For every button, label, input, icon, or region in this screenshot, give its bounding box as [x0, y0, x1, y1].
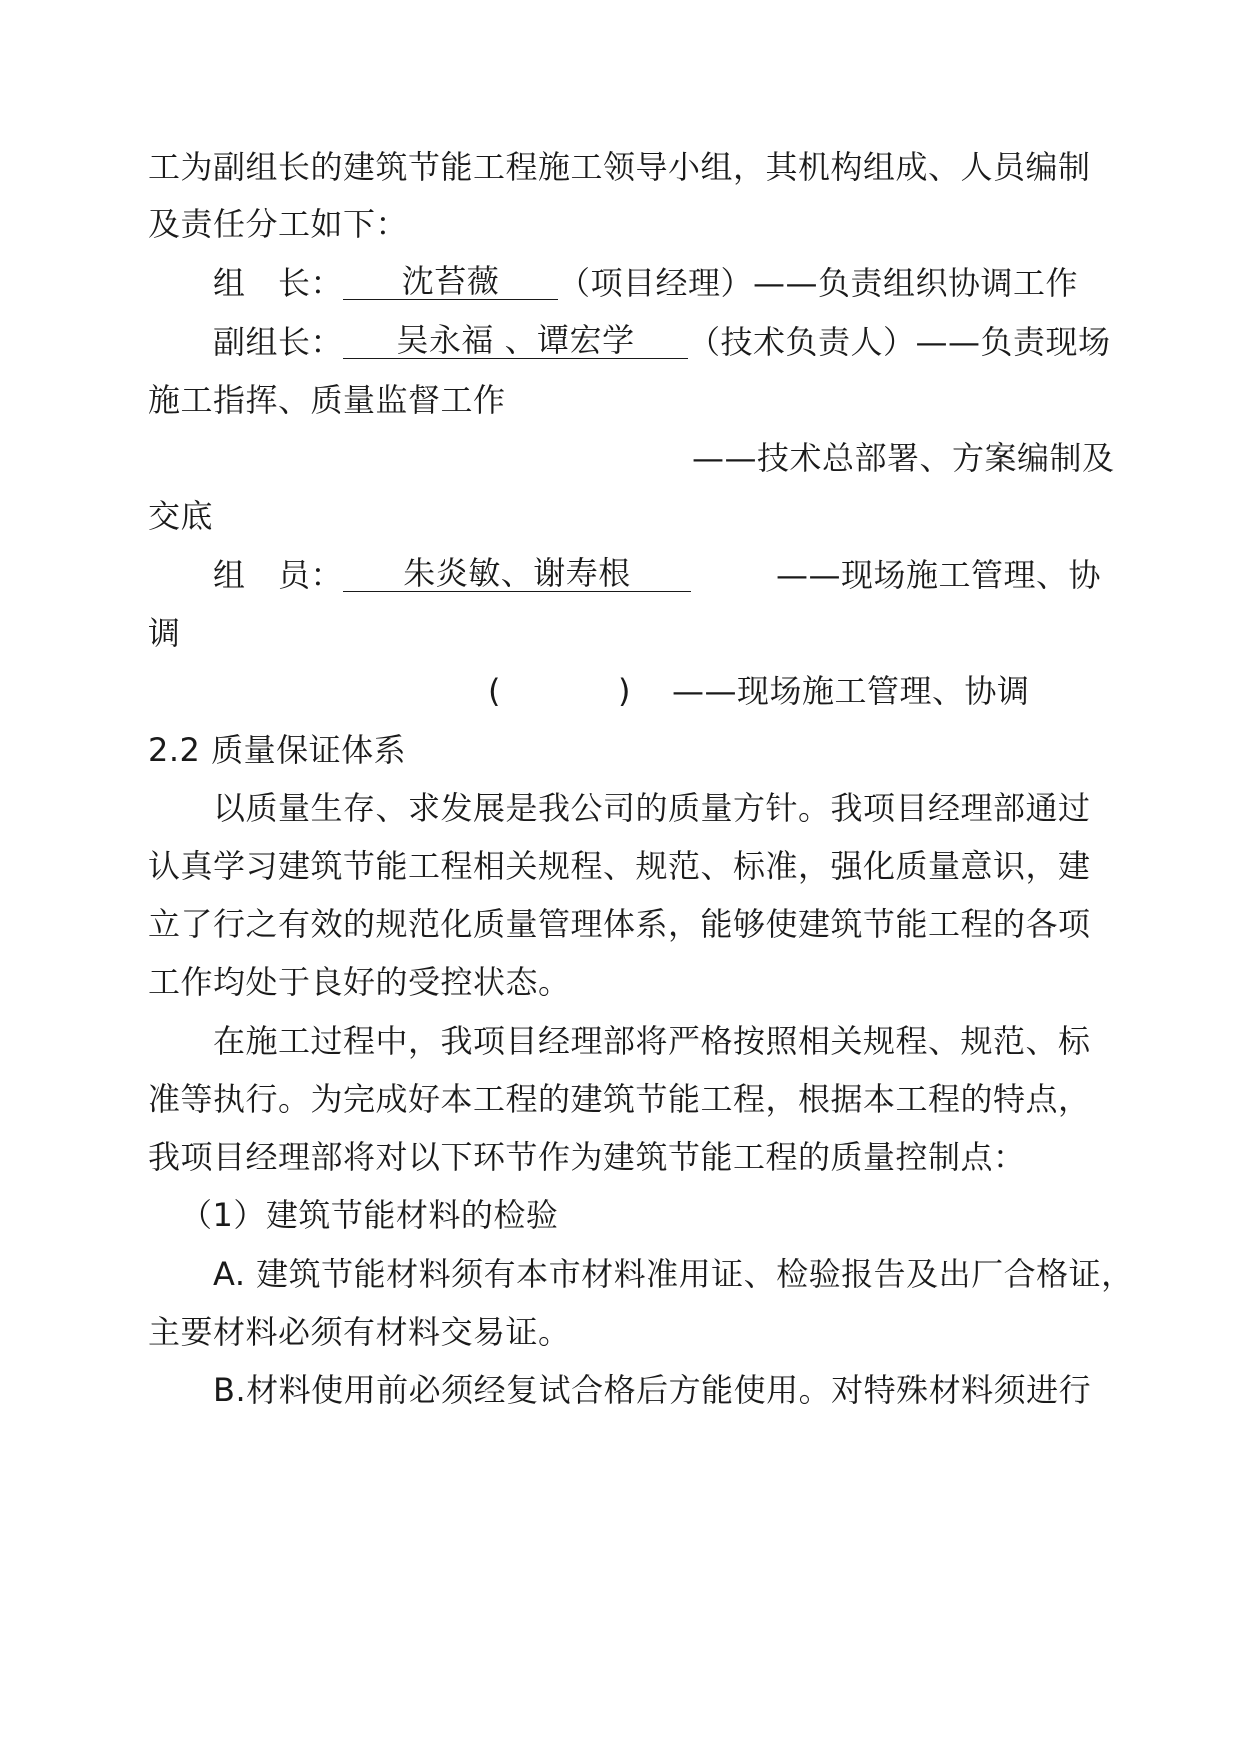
leader-row: [213, 263, 1078, 303]
member-role-2: ——现场施工管理、协调: [672, 672, 1030, 710]
member-label: 组 员：: [213, 556, 344, 594]
paragraph-line: 立了行之有效的规范化质量管理体系，能够使建筑节能工程的各项: [148, 905, 1091, 943]
section-heading: 2.2 质量保证体系: [148, 731, 407, 769]
deputy-role: （技术负责人）——负责现场: [688, 323, 1111, 361]
deputy-row: [213, 322, 1111, 362]
member-role: ——现场施工管理、协: [776, 556, 1102, 594]
paragraph-line: 工作均处于良好的受控状态。: [148, 963, 571, 1001]
deputy-role-continued: 施工指挥、质量监督工作: [148, 381, 506, 419]
item-a-line: 主要材料必须有材料交易证。: [148, 1313, 571, 1351]
member-role-continued: 调: [148, 614, 181, 652]
member-name: 朱炎敏、谢寿根: [343, 555, 691, 592]
item-title: （1）建筑节能材料的检验: [180, 1196, 559, 1234]
paren-close: ): [618, 672, 631, 710]
text-line: 及责任分工如下：: [148, 205, 409, 243]
leader-label: 组 长：: [213, 264, 344, 302]
paren-open: (: [488, 672, 501, 710]
text-line: 工为副组长的建筑节能工程施工领导小组，其机构组成、人员编制: [148, 148, 1091, 186]
item-a-line: A. 建筑节能材料须有本市材料准用证、检验报告及出厂合格证，: [213, 1255, 1134, 1293]
paragraph-line: 以质量生存、求发展是我公司的质量方针。我项目经理部通过: [213, 789, 1091, 827]
item-b-line: B.材料使用前必须经复试合格后方能使用。对特殊材料须进行: [213, 1371, 1092, 1409]
paragraph-line: 我项目经理部将对以下环节作为建筑节能工程的质量控制点：: [148, 1138, 1026, 1176]
paragraph-line: 准等执行。为完成好本工程的建筑节能工程，根据本工程的特点，: [148, 1080, 1091, 1118]
paragraph-line: 认真学习建筑节能工程相关规程、规范、标准，强化质量意识，建: [148, 847, 1091, 885]
deputy-extra: ——技术总部署、方案编制及: [692, 439, 1115, 477]
leader-name: 沈苔薇: [343, 263, 558, 300]
leader-role: （项目经理）——负责组织协调工作: [558, 264, 1079, 302]
deputy-name: 吴永福 、谭宏学: [343, 322, 688, 359]
deputy-extra-continued: 交底: [148, 497, 214, 535]
deputy-label: 副组长：: [213, 323, 344, 361]
member-row: [213, 555, 691, 595]
paragraph-line: 在施工过程中，我项目经理部将严格按照相关规程、规范、标: [213, 1022, 1091, 1060]
